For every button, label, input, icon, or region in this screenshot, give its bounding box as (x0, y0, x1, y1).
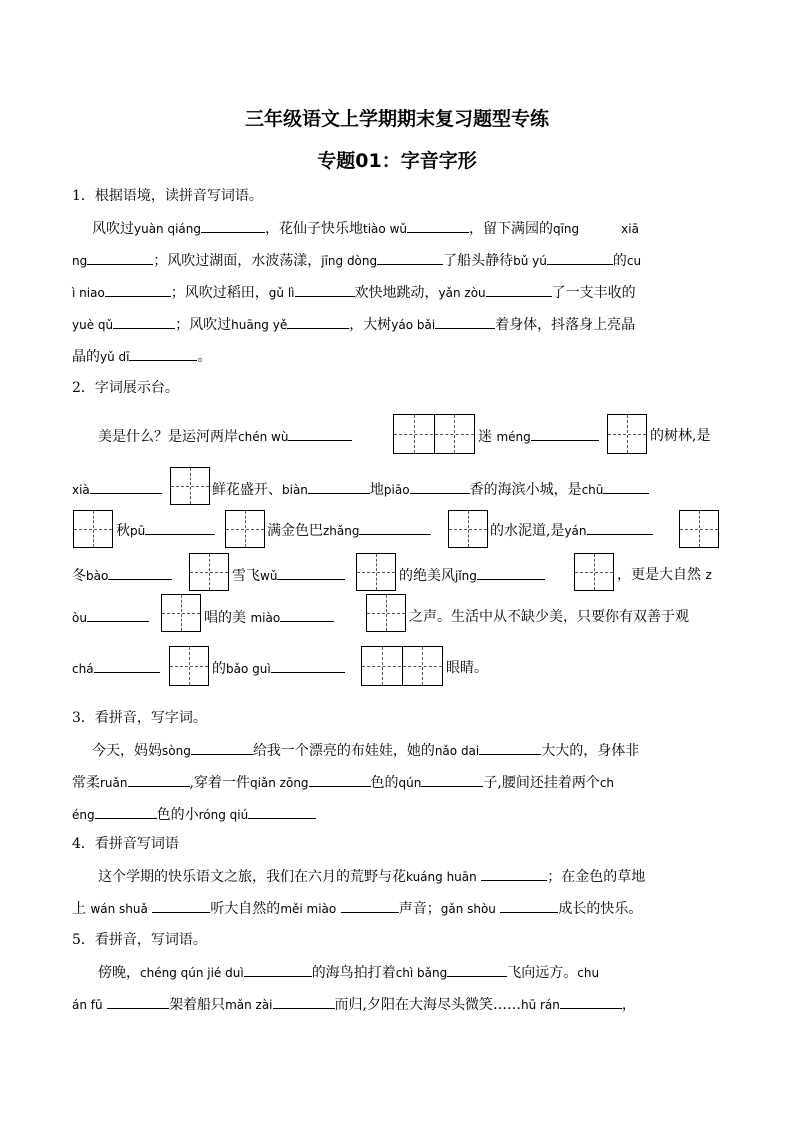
q2-text: 之声。生活中从不缺少美，只要你有双善于观 (409, 609, 689, 625)
answer-blank[interactable] (107, 994, 169, 1009)
answer-blank[interactable] (105, 282, 171, 297)
q2-text: chá (72, 658, 160, 679)
answer-blank[interactable] (108, 565, 172, 580)
answer-blank[interactable] (152, 898, 210, 913)
answer-blank[interactable] (421, 772, 483, 787)
q2-text: 的水泥道,是yán (490, 520, 653, 541)
answer-blank[interactable] (87, 250, 153, 265)
answer-blank[interactable] (248, 804, 316, 819)
q2-text: 的绝美风jǐng (399, 565, 545, 586)
answer-blank[interactable] (90, 479, 162, 494)
q2-text: 的bǎo guì (212, 658, 345, 679)
q2-text: ，更是大自然 z (617, 567, 712, 583)
tian-zi-grid[interactable] (189, 553, 229, 591)
tian-zi-grid[interactable] (170, 467, 210, 505)
tian-zi-grid[interactable] (73, 510, 113, 548)
answer-blank[interactable] (531, 426, 599, 441)
q4-line-2: 上 wán shuǎ 听大自然的měi miào 声音；gǎn shòu 成长的快乐。 (72, 898, 726, 919)
q3-line-1: 今天，妈妈sòng 给我一个漂亮的布娃娃，她的nǎo dai 大大的，身体非 (92, 740, 746, 761)
q2-text: 唱的美 miào (204, 607, 334, 628)
tian-zi-grid[interactable] (225, 510, 265, 548)
answer-blank[interactable] (477, 565, 545, 580)
answer-blank[interactable] (94, 658, 160, 673)
answer-blank[interactable] (271, 658, 345, 673)
q1-line-4: yuè qǔ ；风吹过huāng yě ，大树yáo bǎi 着身体，抖落身上亮晶 (72, 314, 726, 335)
answer-blank[interactable] (277, 565, 345, 580)
answer-blank[interactable] (587, 520, 653, 535)
answer-blank[interactable] (435, 314, 495, 329)
q3-heading: 3．看拼音，写字词。 (72, 710, 207, 726)
answer-blank[interactable] (447, 962, 507, 977)
answer-blank[interactable] (288, 426, 352, 441)
answer-blank[interactable] (479, 740, 541, 755)
answer-blank[interactable] (341, 898, 399, 913)
answer-blank[interactable] (128, 772, 190, 787)
q2-text: 鲜花盛开、biàn 地piāo 香的海滨小城，是chū (212, 479, 649, 500)
tian-zi-grid[interactable] (169, 646, 209, 686)
q3-line-2: 常柔ruǎn ,穿着一件qiǎn zōng 色的qún 子,腰间还挂着两个ch (72, 772, 726, 793)
q2-text: 的树林,是 (650, 428, 711, 444)
q2-text: òu (72, 607, 149, 628)
q2-text: 雪飞wǔ (232, 565, 345, 586)
tian-zi-grid[interactable] (607, 414, 647, 454)
answer-blank[interactable] (359, 520, 431, 535)
answer-blank[interactable] (410, 479, 470, 494)
q5-line-1: 傍晚，chéng qún jié duì 的海鸟拍打着chì bǎng 飞向远方。chu (98, 962, 752, 983)
answer-blank[interactable] (244, 962, 312, 977)
q1-line-3: ì niao ；风吹过稻田，gǔ lì 欢快地跳动，yǎn zòu 了一支丰收的 (72, 282, 726, 303)
page-title: 三年级语文上学期期末复习题型专练 (244, 108, 549, 130)
answer-blank[interactable] (95, 804, 157, 819)
q3-line-3: éng 色的小róng qiú (72, 804, 726, 825)
answer-blank[interactable] (481, 866, 547, 881)
tian-zi-grid[interactable] (356, 553, 396, 591)
answer-blank[interactable] (486, 282, 552, 297)
tian-zi-grid-double[interactable] (393, 414, 475, 454)
q2-text: 冬bào (72, 565, 172, 586)
page-subtitle: 专题01：字音字形 (317, 150, 477, 172)
q4-line-1: 这个学期的快乐语文之旅，我们在六月的荒野与花kuáng huān ；在金色的草地 (98, 866, 752, 887)
answer-blank[interactable] (280, 607, 334, 622)
q4-heading: 4．看拼音写词语 (72, 836, 179, 852)
q1-line-5: 晶的yǔ dī 。 (72, 346, 726, 367)
answer-blank[interactable] (87, 607, 149, 622)
answer-blank[interactable] (273, 994, 335, 1009)
q2-text: 眼睛。 (446, 660, 488, 676)
q2-text: 秋pū (116, 520, 215, 541)
tian-zi-grid-double[interactable] (361, 646, 443, 686)
answer-blank[interactable] (377, 250, 443, 265)
q2-text: xià (72, 479, 162, 500)
answer-blank[interactable] (201, 218, 265, 233)
q1-heading: 1．根据语境，读拼音写词语。 (72, 188, 263, 204)
answer-blank[interactable] (603, 479, 649, 494)
tian-zi-grid[interactable] (161, 594, 201, 632)
q5-heading: 5．看拼音，写词语。 (72, 932, 207, 948)
answer-blank[interactable] (560, 994, 622, 1009)
tian-zi-grid[interactable] (366, 594, 406, 632)
answer-blank[interactable] (145, 520, 215, 535)
answer-blank[interactable] (500, 898, 558, 913)
answer-blank[interactable] (191, 740, 253, 755)
q1-line-2: ng ；风吹过湖面，水波荡漾，jīng dòng 了船头静待bǔ yú 的cu (72, 250, 726, 271)
answer-blank[interactable] (309, 772, 371, 787)
q2-text: 迷 méng (478, 426, 599, 447)
answer-blank[interactable] (129, 346, 197, 361)
q5-line-2: án fū 架着船只mǎn zài 而归,夕阳在大海尽头微笑……hū rán ， (72, 994, 726, 1015)
tian-zi-grid[interactable] (679, 510, 719, 548)
answer-blank[interactable] (407, 218, 469, 233)
answer-blank[interactable] (295, 282, 355, 297)
q2-text: 满金色巴zhǎng (267, 520, 431, 541)
q2-heading: 2．字词展示台。 (72, 380, 179, 396)
answer-blank[interactable] (308, 479, 370, 494)
q1-line-1: 风吹过yuàn qiáng ，花仙子快乐地tiào wǔ ，留下满园的qīng xiā (92, 218, 746, 239)
answer-blank[interactable] (287, 314, 349, 329)
tian-zi-grid[interactable] (448, 510, 488, 548)
tian-zi-grid[interactable] (574, 553, 614, 591)
q2-text: 美是什么？是运河两岸chén wù (98, 426, 352, 447)
answer-blank[interactable] (113, 314, 175, 329)
answer-blank[interactable] (547, 250, 613, 265)
